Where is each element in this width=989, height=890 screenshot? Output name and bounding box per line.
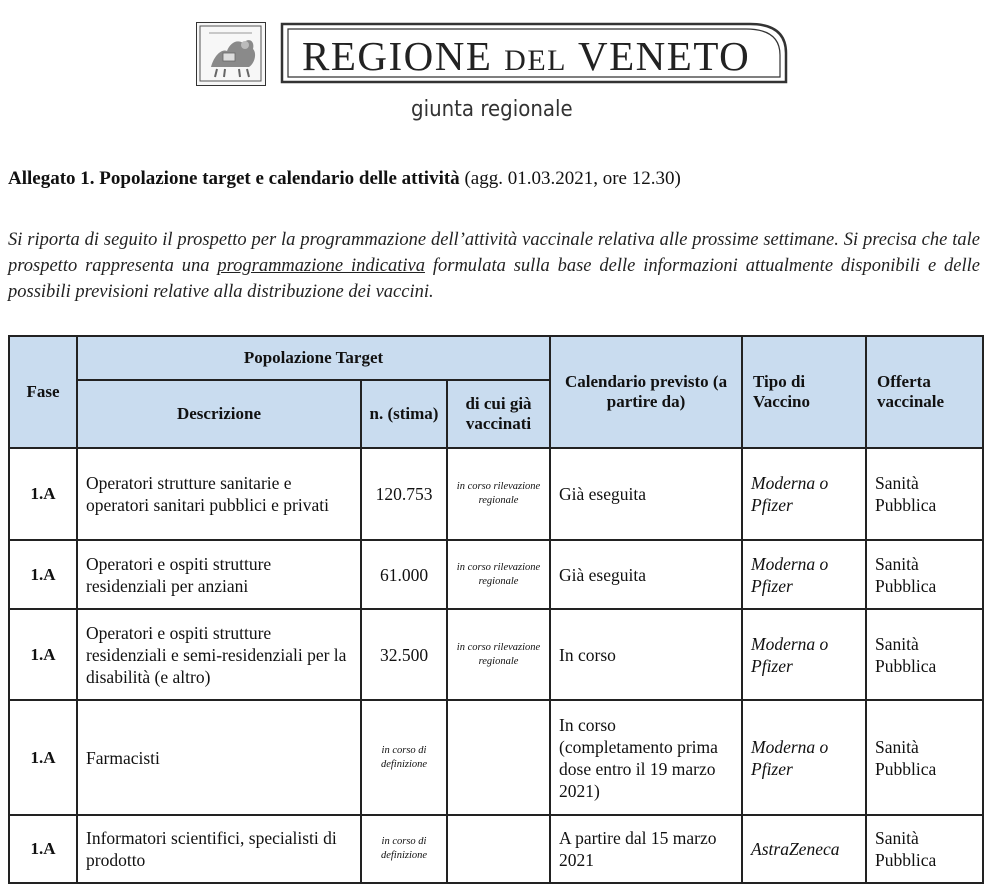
header-offerta: Offerta vaccinale [866, 336, 983, 448]
table-row [9, 540, 983, 609]
table-row [9, 700, 983, 815]
cell-stima: in corso di definizione [361, 700, 447, 815]
document-title [8, 168, 681, 190]
cell-calendario: A partire dal 15 marzo 2021 [550, 815, 742, 883]
header-vaccinati: di cui già vaccinati [447, 380, 550, 448]
cell-descrizione: Operatori e ospiti strutture residenziali per anziani [77, 540, 361, 609]
cell-stima: in corso di definizione [361, 815, 447, 883]
cell-offerta: Sanità Pubblica [866, 815, 983, 883]
cell-descrizione: Farmacisti [77, 700, 361, 815]
table-row [9, 448, 983, 540]
cell-stima: 120.753 [361, 448, 447, 540]
cell-fase: 1.A [9, 540, 77, 609]
cell-vaccinati [447, 815, 550, 883]
header-stima: n. (stima) [361, 380, 447, 448]
cell-stima: 61.000 [361, 540, 447, 609]
cell-fase: 1.A [9, 700, 77, 815]
letterhead [0, 0, 989, 140]
cell-fase: 1.A [9, 448, 77, 540]
intro-before: Si riporta di seguito il prospetto per la programmazione dell’attività vaccinale relativa alle prossime settimane. Si precisa che tale prospetto rappresenta una [8, 230, 980, 276]
cell-fase: 1.A [9, 609, 77, 700]
logo-main: REGIONE [302, 33, 493, 79]
table-row [9, 815, 983, 883]
cell-tipo-vaccino: Moderna o Pfizer [742, 609, 866, 700]
cell-vaccinati: in corso rilevazione regionale [447, 448, 550, 540]
logo-veneto: VENETO [578, 33, 751, 79]
cell-fase: 1.A [9, 815, 77, 883]
intro-underlined: programmazione indicativa [217, 256, 425, 276]
cell-offerta: Sanità Pubblica [866, 700, 983, 815]
cell-calendario: In corso [550, 609, 742, 700]
table-row [9, 609, 983, 700]
lion-of-st-mark-icon [196, 22, 266, 86]
header-tipo-vaccino: Tipo di Vaccino [742, 336, 866, 448]
intro-paragraph [8, 227, 980, 305]
region-logo [280, 22, 788, 84]
cell-vaccinati [447, 700, 550, 815]
cell-stima: 32.500 [361, 609, 447, 700]
logo-del: DEL [504, 44, 567, 77]
cell-offerta: Sanità Pubblica [866, 540, 983, 609]
cell-vaccinati: in corso rilevazione regionale [447, 540, 550, 609]
vaccination-schedule-table [8, 335, 984, 884]
header-descrizione: Descrizione [77, 380, 361, 448]
intro-after: formulata sulla base delle informazioni attualmente disponibili e delle possibili previsioni relative alla distribuzione dei vaccini. [8, 256, 981, 302]
header-calendario: Calendario previsto (a partire da) [550, 336, 742, 448]
cell-descrizione: Operatori strutture sanitarie e operatori sanitari pubblici e privati [77, 448, 361, 540]
cell-descrizione: Informatori scientifici, specialisti di prodotto [77, 815, 361, 883]
cell-tipo-vaccino: Moderna o Pfizer [742, 448, 866, 540]
cell-calendario: Già eseguita [550, 540, 742, 609]
cell-calendario: In corso (completamento prima dose entro il 19 marzo 2021) [550, 700, 742, 815]
title-date: (agg. 01.03.2021, ore 12.30) [464, 168, 681, 189]
cell-calendario: Già eseguita [550, 448, 742, 540]
cell-tipo-vaccino: Moderna o Pfizer [742, 700, 866, 815]
cell-tipo-vaccino: AstraZeneca [742, 815, 866, 883]
cell-descrizione: Operatori e ospiti strutture residenziali e semi-residenziali per la disabilità (e altro) [77, 609, 361, 700]
cell-offerta: Sanità Pubblica [866, 609, 983, 700]
header-popolazione-target: Popolazione Target [77, 336, 550, 380]
cell-tipo-vaccino: Moderna o Pfizer [742, 540, 866, 609]
title-bold: Allegato 1. Popolazione target e calendario delle attività [8, 168, 460, 189]
header-fase: Fase [9, 336, 77, 448]
cell-offerta: Sanità Pubblica [866, 448, 983, 540]
giunta-subtitle: giunta regionale [411, 97, 573, 122]
cell-vaccinati: in corso rilevazione regionale [447, 609, 550, 700]
